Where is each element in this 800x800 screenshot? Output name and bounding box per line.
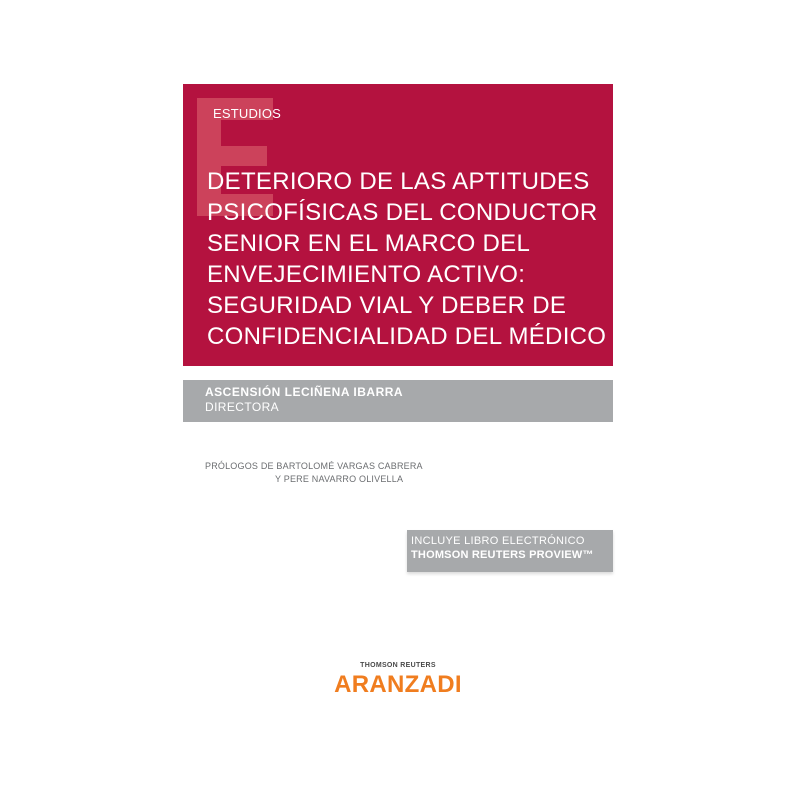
ebook-badge — [407, 530, 613, 572]
prologue-credits — [205, 460, 423, 486]
publisher-logo — [183, 662, 613, 699]
author-name: ASCENSIÓN LECIÑENA IBARRA — [205, 385, 404, 399]
title-line: PSICOFÍSICAS DEL CONDUCTOR — [207, 199, 598, 226]
book-title — [207, 166, 607, 352]
title-line: ENVEJECIMIENTO ACTIVO: — [207, 261, 526, 288]
ebook-line-2: THOMSON REUTERS PROVIEW™ — [411, 549, 594, 561]
title-panel — [183, 84, 613, 366]
title-line: SEGURIDAD VIAL Y DEBER DE — [207, 292, 567, 319]
author-band — [183, 380, 613, 422]
series-label: ESTUDIOS — [213, 106, 282, 121]
title-line: DETERIORO DE LAS APTITUDES — [207, 168, 590, 195]
publisher-parent: THOMSON REUTERS — [360, 662, 436, 669]
title-line: SENIOR EN EL MARCO DEL — [207, 230, 531, 257]
prologue-line-1: PRÓLOGOS DE BARTOLOMÉ VARGAS CABRERA — [205, 461, 423, 471]
ebook-line-1: INCLUYE LIBRO ELECTRÓNICO — [411, 535, 585, 547]
prologue-line-2: Y PERE NAVARRO OLIVELLA — [275, 474, 404, 484]
author-role: DIRECTORA — [205, 400, 280, 414]
publisher-name: ARANZADI — [334, 671, 462, 698]
book-cover — [183, 84, 613, 724]
title-line: CONFIDENCIALIDAD DEL MÉDICO — [207, 323, 607, 350]
